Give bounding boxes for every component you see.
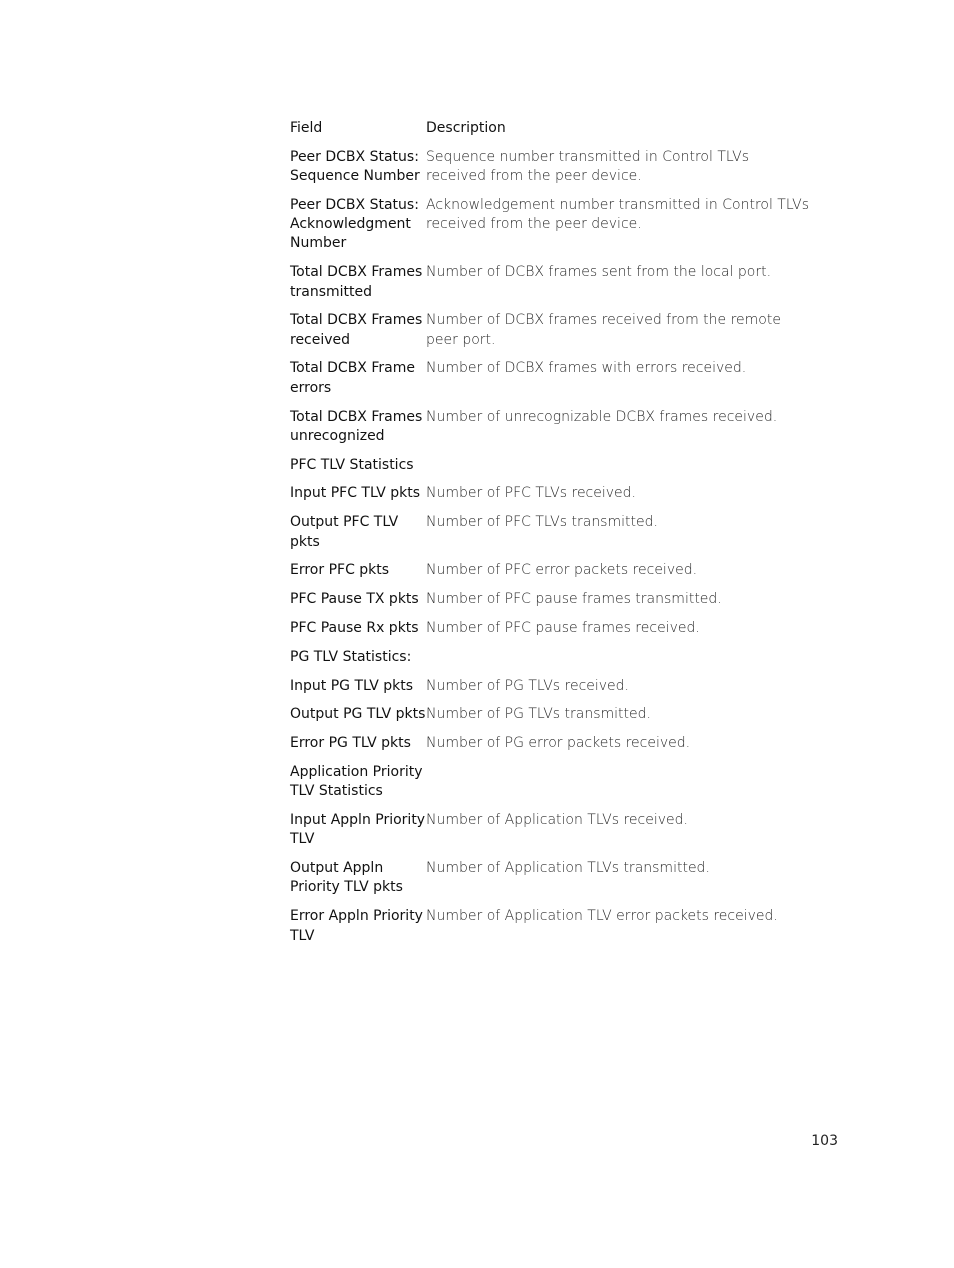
field-description-cell: Number of Application TLVs transmitted. xyxy=(426,860,710,877)
table-row xyxy=(290,513,810,561)
field-name-cell: Application Priority TLV Statistics xyxy=(290,763,423,800)
field-name-cell: PFC TLV Statistics xyxy=(290,456,414,473)
field-name-cell: PFC Pause Rx pkts xyxy=(290,619,419,636)
table-row xyxy=(290,734,810,763)
field-name-cell: Total DCBX Frames transmitted xyxy=(290,264,423,300)
field-description-cell: Number of DCBX frames sent from the local port. xyxy=(426,264,772,281)
field-column-header: Field xyxy=(290,120,323,136)
field-description-cell: Number of PG error packets received. xyxy=(426,735,691,752)
field-description-cell: Number of Application TLVs received. xyxy=(426,812,688,829)
field-description-cell: Number of PFC pause frames received. xyxy=(426,619,700,636)
description-column-header: Description xyxy=(426,120,506,136)
table-row xyxy=(290,359,810,407)
field-name-cell: PG TLV Statistics: xyxy=(290,648,412,665)
table-row xyxy=(290,590,810,619)
field-description-cell: Number of DCBX frames received from the remote peer port. xyxy=(426,312,781,348)
table-row xyxy=(290,456,810,485)
page-number: 103 xyxy=(811,1133,838,1149)
table-header-row xyxy=(290,119,810,148)
table-row xyxy=(290,148,810,196)
field-description-cell: Acknowledgement number transmitted in Control TLVs received from the peer device. xyxy=(426,196,809,233)
field-description-cell: Number of Application TLV error packets received. xyxy=(426,908,778,925)
table-row xyxy=(290,484,810,513)
field-name-cell: Total DCBX Frames unrecognized xyxy=(290,408,423,444)
field-name-cell: Output Appln Priority TLV pkts xyxy=(290,860,403,896)
field-name-cell: Peer DCBX Status: Sequence Number xyxy=(290,148,420,185)
field-name-cell: Peer DCBX Status: Acknowledgment Number xyxy=(290,196,419,252)
field-description-cell: Number of PFC TLVs transmitted. xyxy=(426,514,658,531)
field-description-cell: Number of PG TLVs received. xyxy=(426,677,630,694)
field-description-cell xyxy=(426,456,810,485)
field-name-cell: PFC Pause TX pkts xyxy=(290,591,419,608)
field-name-cell: Input PG TLV pkts xyxy=(290,677,414,694)
field-name-cell: Total DCBX Frame errors xyxy=(290,360,415,396)
table-row xyxy=(290,196,810,263)
field-description-cell: Number of PFC error packets received. xyxy=(426,562,698,579)
table-row xyxy=(290,619,810,648)
field-description-cell xyxy=(426,648,810,677)
field-description-table xyxy=(290,119,810,955)
field-description-cell: Sequence number transmitted in Control TLVs received from the peer device. xyxy=(426,148,749,185)
field-description-cell: Number of unrecognizable DCBX frames received. xyxy=(426,408,778,425)
field-description-cell: Number of DCBX frames with errors received. xyxy=(426,360,747,377)
table-row xyxy=(290,311,810,359)
field-name-cell: Total DCBX Frames received xyxy=(290,312,423,348)
table-row xyxy=(290,811,810,859)
table-row xyxy=(290,561,810,590)
field-description-cell: Number of PG TLVs transmitted. xyxy=(426,706,651,723)
field-name-cell: Input PFC TLV pkts xyxy=(290,485,421,502)
field-description-cell: Number of PFC pause frames transmitted. xyxy=(426,591,722,608)
table-row xyxy=(290,408,810,456)
field-name-cell: Output PG TLV pkts xyxy=(290,706,426,723)
table-row xyxy=(290,263,810,311)
table-row xyxy=(290,648,810,677)
field-description-cell: Number of PFC TLVs received. xyxy=(426,485,636,502)
field-name-cell: Output PFC TLV pkts xyxy=(290,514,399,550)
table-row xyxy=(290,705,810,734)
field-name-cell: Error PFC pkts xyxy=(290,562,390,579)
table-row xyxy=(290,677,810,706)
field-description-cell xyxy=(426,763,810,811)
table-row xyxy=(290,763,810,811)
field-name-cell: Error PG TLV pkts xyxy=(290,735,411,752)
table-row xyxy=(290,907,810,955)
field-name-cell: Input Appln Priority TLV xyxy=(290,812,426,848)
field-name-cell: Error Appln Priority TLV xyxy=(290,908,423,944)
table-row xyxy=(290,859,810,907)
